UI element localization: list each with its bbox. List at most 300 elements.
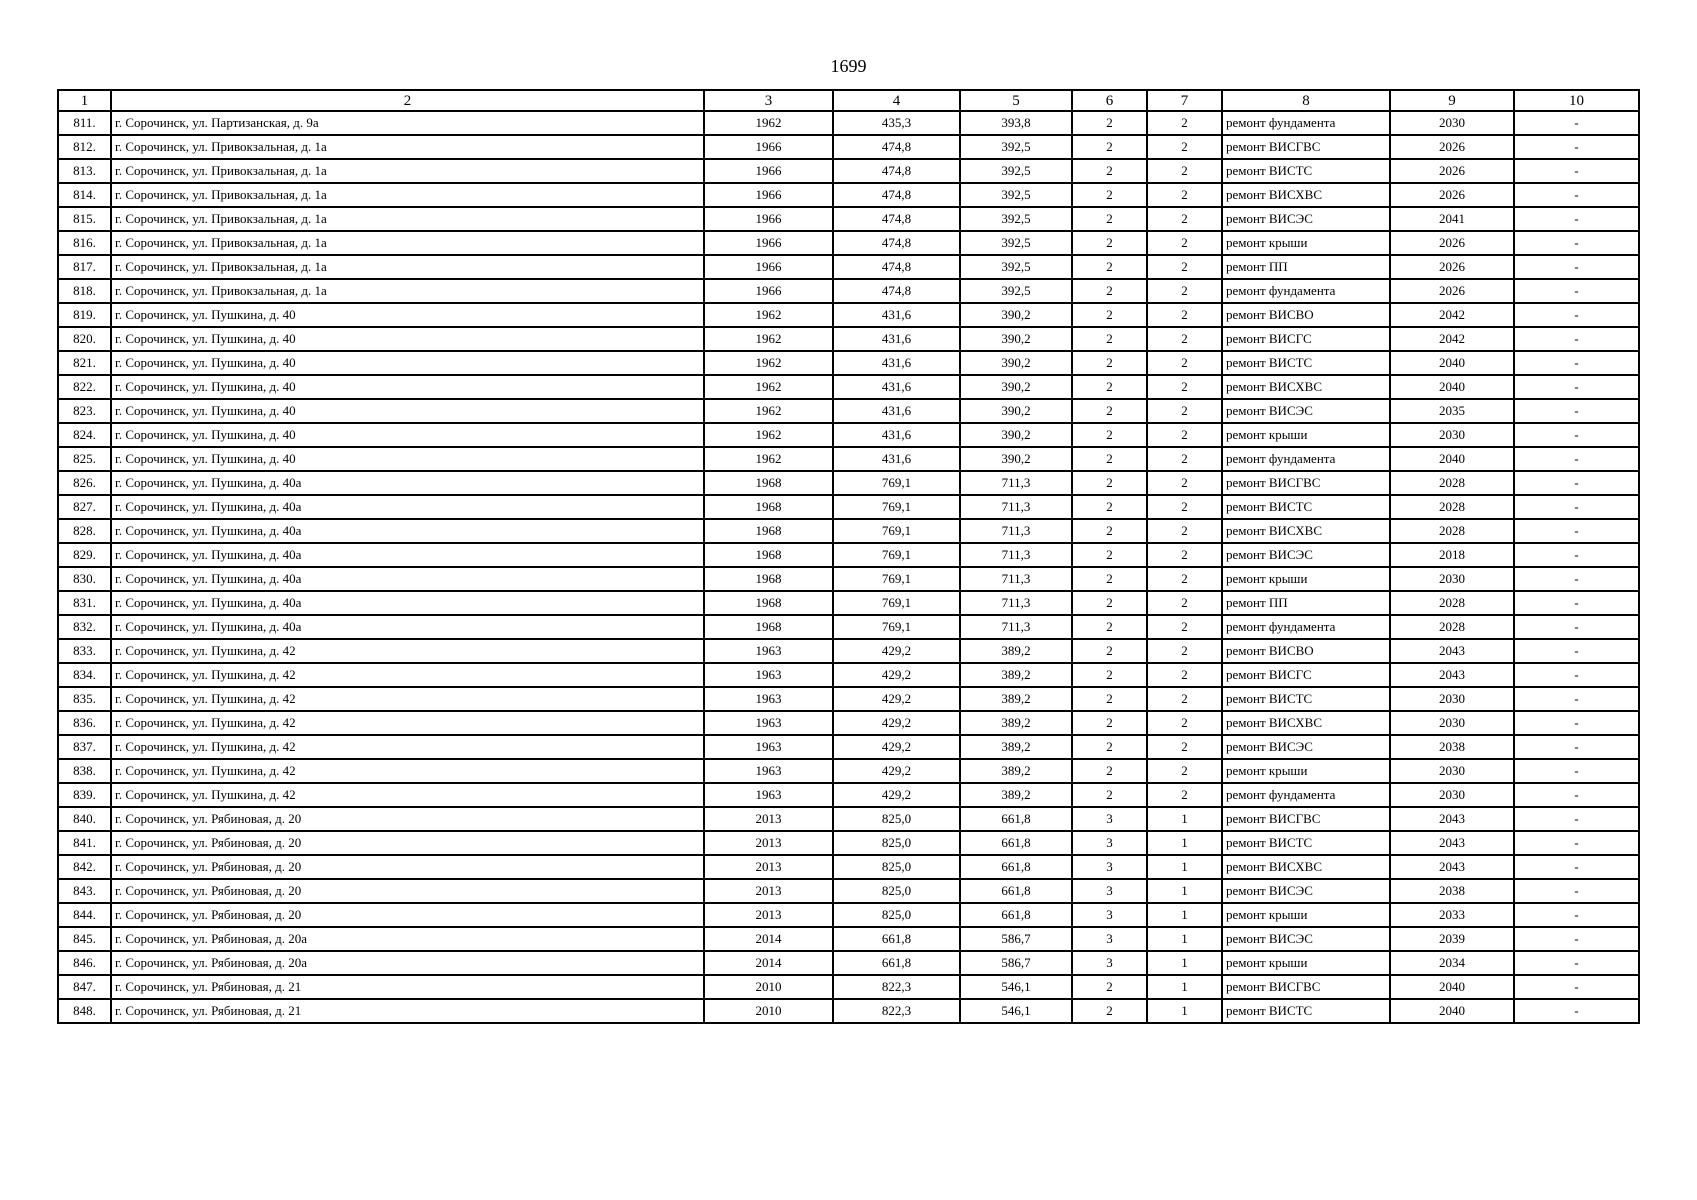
address-cell: г. Сорочинск, ул. Пушкина, д. 40: [111, 399, 704, 423]
col7-cell: 1: [1147, 951, 1222, 975]
total-area-cell: 825,0: [833, 807, 960, 831]
living-area-cell: 711,3: [960, 567, 1072, 591]
year-cell: 1968: [704, 615, 833, 639]
row-number-cell: 827.: [58, 495, 111, 519]
col7-cell: 2: [1147, 111, 1222, 135]
col10-cell: -: [1514, 927, 1639, 951]
row-number-cell: 843.: [58, 879, 111, 903]
work-type-cell: ремонт ВИСГВС: [1222, 471, 1390, 495]
row-number-cell: 824.: [58, 423, 111, 447]
col6-cell: 2: [1072, 471, 1147, 495]
work-type-cell: ремонт ВИСЭС: [1222, 927, 1390, 951]
col7-cell: 2: [1147, 543, 1222, 567]
row-number-cell: 815.: [58, 207, 111, 231]
planned-year-cell: 2042: [1390, 303, 1514, 327]
address-cell: г. Сорочинск, ул. Пушкина, д. 40а: [111, 495, 704, 519]
table-row: [58, 711, 1639, 735]
total-area-cell: 431,6: [833, 399, 960, 423]
row-number-cell: 841.: [58, 831, 111, 855]
row-number-cell: 817.: [58, 255, 111, 279]
planned-year-cell: 2039: [1390, 927, 1514, 951]
planned-year-cell: 2035: [1390, 399, 1514, 423]
col10-cell: -: [1514, 447, 1639, 471]
work-type-cell: ремонт ВИСВО: [1222, 639, 1390, 663]
year-cell: 1962: [704, 111, 833, 135]
total-area-cell: 474,8: [833, 207, 960, 231]
col7-cell: 1: [1147, 807, 1222, 831]
living-area-cell: 390,2: [960, 351, 1072, 375]
col7-cell: 2: [1147, 303, 1222, 327]
col7-cell: 1: [1147, 903, 1222, 927]
work-type-cell: ремонт ВИСГВС: [1222, 135, 1390, 159]
living-area-cell: 711,3: [960, 471, 1072, 495]
work-type-cell: ремонт ВИСХВС: [1222, 711, 1390, 735]
table-row: [58, 327, 1639, 351]
living-area-cell: 711,3: [960, 591, 1072, 615]
col10-cell: -: [1514, 519, 1639, 543]
col6-cell: 3: [1072, 879, 1147, 903]
col6-cell: 2: [1072, 159, 1147, 183]
table-row: [58, 231, 1639, 255]
table-row: [58, 519, 1639, 543]
col6-cell: 2: [1072, 351, 1147, 375]
work-type-cell: ремонт ВИСГВС: [1222, 807, 1390, 831]
address-cell: г. Сорочинск, ул. Рябиновая, д. 20: [111, 879, 704, 903]
row-number-cell: 813.: [58, 159, 111, 183]
col6-cell: 2: [1072, 615, 1147, 639]
planned-year-cell: 2043: [1390, 807, 1514, 831]
address-cell: г. Сорочинск, ул. Пушкина, д. 40: [111, 375, 704, 399]
col10-cell: -: [1514, 255, 1639, 279]
col10-cell: -: [1514, 951, 1639, 975]
col7-cell: 2: [1147, 567, 1222, 591]
planned-year-cell: 2038: [1390, 879, 1514, 903]
total-area-cell: 429,2: [833, 711, 960, 735]
col7-cell: 1: [1147, 975, 1222, 999]
col7-cell: 2: [1147, 471, 1222, 495]
address-cell: г. Сорочинск, ул. Пушкина, д. 40: [111, 327, 704, 351]
total-area-cell: 435,3: [833, 111, 960, 135]
address-cell: г. Сорочинск, ул. Рябиновая, д. 20: [111, 855, 704, 879]
row-number-cell: 831.: [58, 591, 111, 615]
year-cell: 1962: [704, 447, 833, 471]
table-row: [58, 543, 1639, 567]
work-type-cell: ремонт крыши: [1222, 423, 1390, 447]
work-type-cell: ремонт фундамента: [1222, 615, 1390, 639]
living-area-cell: 390,2: [960, 447, 1072, 471]
col6-cell: 2: [1072, 735, 1147, 759]
address-cell: г. Сорочинск, ул. Рябиновая, д. 20: [111, 807, 704, 831]
address-cell: г. Сорочинск, ул. Пушкина, д. 40: [111, 303, 704, 327]
living-area-cell: 661,8: [960, 879, 1072, 903]
col6-cell: 2: [1072, 327, 1147, 351]
planned-year-cell: 2038: [1390, 735, 1514, 759]
living-area-cell: 546,1: [960, 975, 1072, 999]
total-area-cell: 429,2: [833, 759, 960, 783]
col6-cell: 3: [1072, 927, 1147, 951]
col6-cell: 3: [1072, 903, 1147, 927]
repair-schedule-table: [57, 89, 1640, 1024]
address-cell: г. Сорочинск, ул. Привокзальная, д. 1а: [111, 207, 704, 231]
year-cell: 1966: [704, 207, 833, 231]
year-cell: 1963: [704, 711, 833, 735]
work-type-cell: ремонт ВИСГВС: [1222, 975, 1390, 999]
table-row: [58, 831, 1639, 855]
work-type-cell: ремонт ВИСТС: [1222, 159, 1390, 183]
year-cell: 1963: [704, 663, 833, 687]
work-type-cell: ремонт ВИСТС: [1222, 351, 1390, 375]
table-row: [58, 975, 1639, 999]
year-cell: 1963: [704, 783, 833, 807]
total-area-cell: 474,8: [833, 279, 960, 303]
total-area-cell: 769,1: [833, 591, 960, 615]
planned-year-cell: 2028: [1390, 591, 1514, 615]
address-cell: г. Сорочинск, ул. Пушкина, д. 42: [111, 639, 704, 663]
row-number-cell: 818.: [58, 279, 111, 303]
work-type-cell: ремонт фундамента: [1222, 279, 1390, 303]
total-area-cell: 769,1: [833, 615, 960, 639]
total-area-cell: 661,8: [833, 951, 960, 975]
total-area-cell: 474,8: [833, 135, 960, 159]
row-number-cell: 845.: [58, 927, 111, 951]
column-header: 10: [1514, 90, 1639, 111]
row-number-cell: 837.: [58, 735, 111, 759]
work-type-cell: ремонт фундамента: [1222, 783, 1390, 807]
col7-cell: 2: [1147, 663, 1222, 687]
col6-cell: 2: [1072, 399, 1147, 423]
address-cell: г. Сорочинск, ул. Пушкина, д. 40: [111, 351, 704, 375]
living-area-cell: 711,3: [960, 615, 1072, 639]
year-cell: 1963: [704, 687, 833, 711]
row-number-cell: 832.: [58, 615, 111, 639]
address-cell: г. Сорочинск, ул. Рябиновая, д. 21: [111, 999, 704, 1023]
work-type-cell: ремонт ВИСХВС: [1222, 855, 1390, 879]
total-area-cell: 825,0: [833, 855, 960, 879]
table-row: [58, 159, 1639, 183]
column-header: 6: [1072, 90, 1147, 111]
col7-cell: 2: [1147, 423, 1222, 447]
col10-cell: -: [1514, 591, 1639, 615]
year-cell: 1966: [704, 135, 833, 159]
col10-cell: -: [1514, 423, 1639, 447]
col10-cell: -: [1514, 615, 1639, 639]
table-row: [58, 615, 1639, 639]
work-type-cell: ремонт крыши: [1222, 951, 1390, 975]
work-type-cell: ремонт ВИСТС: [1222, 999, 1390, 1023]
planned-year-cell: 2030: [1390, 567, 1514, 591]
planned-year-cell: 2026: [1390, 159, 1514, 183]
planned-year-cell: 2026: [1390, 255, 1514, 279]
address-cell: г. Сорочинск, ул. Рябиновая, д. 20: [111, 831, 704, 855]
address-cell: г. Сорочинск, ул. Партизанская, д. 9а: [111, 111, 704, 135]
col6-cell: 2: [1072, 423, 1147, 447]
col10-cell: -: [1514, 327, 1639, 351]
col7-cell: 1: [1147, 999, 1222, 1023]
work-type-cell: ремонт ВИСТС: [1222, 831, 1390, 855]
work-type-cell: ремонт ПП: [1222, 591, 1390, 615]
row-number-cell: 822.: [58, 375, 111, 399]
row-number-cell: 819.: [58, 303, 111, 327]
table-row: [58, 855, 1639, 879]
col7-cell: 2: [1147, 519, 1222, 543]
planned-year-cell: 2040: [1390, 351, 1514, 375]
col7-cell: 2: [1147, 639, 1222, 663]
table-row: [58, 447, 1639, 471]
row-number-cell: 814.: [58, 183, 111, 207]
total-area-cell: 661,8: [833, 927, 960, 951]
planned-year-cell: 2028: [1390, 519, 1514, 543]
total-area-cell: 431,6: [833, 447, 960, 471]
column-header: 5: [960, 90, 1072, 111]
work-type-cell: ремонт ВИСХВС: [1222, 519, 1390, 543]
total-area-cell: 474,8: [833, 183, 960, 207]
col10-cell: -: [1514, 567, 1639, 591]
planned-year-cell: 2030: [1390, 423, 1514, 447]
year-cell: 1968: [704, 471, 833, 495]
col10-cell: -: [1514, 831, 1639, 855]
total-area-cell: 769,1: [833, 471, 960, 495]
col6-cell: 2: [1072, 999, 1147, 1023]
col7-cell: 2: [1147, 759, 1222, 783]
work-type-cell: ремонт ВИСЭС: [1222, 879, 1390, 903]
year-cell: 1962: [704, 423, 833, 447]
planned-year-cell: 2034: [1390, 951, 1514, 975]
row-number-cell: 829.: [58, 543, 111, 567]
year-cell: 2014: [704, 951, 833, 975]
col7-cell: 2: [1147, 735, 1222, 759]
living-area-cell: 390,2: [960, 399, 1072, 423]
col10-cell: -: [1514, 879, 1639, 903]
col10-cell: -: [1514, 231, 1639, 255]
address-cell: г. Сорочинск, ул. Рябиновая, д. 21: [111, 975, 704, 999]
planned-year-cell: 2030: [1390, 783, 1514, 807]
col6-cell: 3: [1072, 807, 1147, 831]
row-number-cell: 842.: [58, 855, 111, 879]
col6-cell: 2: [1072, 663, 1147, 687]
planned-year-cell: 2033: [1390, 903, 1514, 927]
table-row: [58, 999, 1639, 1023]
col7-cell: 2: [1147, 327, 1222, 351]
col7-cell: 2: [1147, 159, 1222, 183]
table-row: [58, 495, 1639, 519]
year-cell: 2010: [704, 999, 833, 1023]
planned-year-cell: 2040: [1390, 999, 1514, 1023]
col7-cell: 1: [1147, 879, 1222, 903]
row-number-cell: 833.: [58, 639, 111, 663]
page-number: 1699: [830, 56, 867, 76]
living-area-cell: 389,2: [960, 687, 1072, 711]
table-row: [58, 183, 1639, 207]
year-cell: 1962: [704, 399, 833, 423]
planned-year-cell: 2028: [1390, 495, 1514, 519]
total-area-cell: 429,2: [833, 687, 960, 711]
living-area-cell: 390,2: [960, 375, 1072, 399]
table-row: [58, 303, 1639, 327]
living-area-cell: 392,5: [960, 135, 1072, 159]
table-row: [58, 759, 1639, 783]
planned-year-cell: 2026: [1390, 135, 1514, 159]
col10-cell: -: [1514, 111, 1639, 135]
year-cell: 1963: [704, 759, 833, 783]
col7-cell: 2: [1147, 447, 1222, 471]
year-cell: 1962: [704, 327, 833, 351]
living-area-cell: 546,1: [960, 999, 1072, 1023]
column-header: 8: [1222, 90, 1390, 111]
work-type-cell: ремонт ВИСХВС: [1222, 183, 1390, 207]
table-body: [58, 111, 1639, 1023]
row-number-cell: 836.: [58, 711, 111, 735]
table-row: [58, 567, 1639, 591]
col7-cell: 2: [1147, 687, 1222, 711]
total-area-cell: 429,2: [833, 735, 960, 759]
work-type-cell: ремонт крыши: [1222, 759, 1390, 783]
work-type-cell: ремонт фундамента: [1222, 111, 1390, 135]
total-area-cell: 769,1: [833, 519, 960, 543]
row-number-cell: 812.: [58, 135, 111, 159]
col7-cell: 1: [1147, 855, 1222, 879]
work-type-cell: ремонт фундамента: [1222, 447, 1390, 471]
living-area-cell: 661,8: [960, 903, 1072, 927]
col10-cell: -: [1514, 711, 1639, 735]
living-area-cell: 661,8: [960, 831, 1072, 855]
col10-cell: -: [1514, 807, 1639, 831]
address-cell: г. Сорочинск, ул. Пушкина, д. 40а: [111, 567, 704, 591]
col7-cell: 1: [1147, 927, 1222, 951]
living-area-cell: 392,5: [960, 231, 1072, 255]
col6-cell: 2: [1072, 279, 1147, 303]
col10-cell: -: [1514, 495, 1639, 519]
address-cell: г. Сорочинск, ул. Привокзальная, д. 1а: [111, 159, 704, 183]
planned-year-cell: 2028: [1390, 471, 1514, 495]
col10-cell: -: [1514, 207, 1639, 231]
work-type-cell: ремонт ВИСХВС: [1222, 375, 1390, 399]
address-cell: г. Сорочинск, ул. Пушкина, д. 40а: [111, 615, 704, 639]
year-cell: 2013: [704, 807, 833, 831]
table-row: [58, 135, 1639, 159]
living-area-cell: 392,5: [960, 255, 1072, 279]
address-cell: г. Сорочинск, ул. Пушкина, д. 42: [111, 735, 704, 759]
table-row: [58, 879, 1639, 903]
address-cell: г. Сорочинск, ул. Пушкина, д. 40: [111, 423, 704, 447]
col7-cell: 2: [1147, 495, 1222, 519]
living-area-cell: 389,2: [960, 663, 1072, 687]
work-type-cell: ремонт ПП: [1222, 255, 1390, 279]
col10-cell: -: [1514, 399, 1639, 423]
work-type-cell: ремонт ВИСВО: [1222, 303, 1390, 327]
living-area-cell: 711,3: [960, 543, 1072, 567]
address-cell: г. Сорочинск, ул. Рябиновая, д. 20: [111, 903, 704, 927]
col10-cell: -: [1514, 759, 1639, 783]
header-row: [58, 90, 1639, 111]
col6-cell: 2: [1072, 303, 1147, 327]
column-header: 2: [111, 90, 704, 111]
col6-cell: 2: [1072, 519, 1147, 543]
living-area-cell: 586,7: [960, 927, 1072, 951]
year-cell: 1966: [704, 279, 833, 303]
address-cell: г. Сорочинск, ул. Пушкина, д. 40а: [111, 591, 704, 615]
column-header: 3: [704, 90, 833, 111]
row-number-cell: 828.: [58, 519, 111, 543]
work-type-cell: ремонт ВИСТС: [1222, 687, 1390, 711]
table-row: [58, 927, 1639, 951]
living-area-cell: 661,8: [960, 807, 1072, 831]
address-cell: г. Сорочинск, ул. Рябиновая, д. 20а: [111, 927, 704, 951]
col10-cell: -: [1514, 783, 1639, 807]
col7-cell: 2: [1147, 135, 1222, 159]
address-cell: г. Сорочинск, ул. Пушкина, д. 40а: [111, 543, 704, 567]
total-area-cell: 431,6: [833, 303, 960, 327]
col6-cell: 2: [1072, 567, 1147, 591]
col6-cell: 2: [1072, 711, 1147, 735]
table-row: [58, 687, 1639, 711]
total-area-cell: 769,1: [833, 495, 960, 519]
total-area-cell: 431,6: [833, 327, 960, 351]
row-number-cell: 816.: [58, 231, 111, 255]
total-area-cell: 431,6: [833, 351, 960, 375]
planned-year-cell: 2026: [1390, 231, 1514, 255]
planned-year-cell: 2040: [1390, 375, 1514, 399]
work-type-cell: ремонт ВИСГС: [1222, 663, 1390, 687]
year-cell: 1968: [704, 519, 833, 543]
living-area-cell: 390,2: [960, 303, 1072, 327]
col10-cell: -: [1514, 279, 1639, 303]
col6-cell: 2: [1072, 231, 1147, 255]
col10-cell: -: [1514, 999, 1639, 1023]
col7-cell: 2: [1147, 375, 1222, 399]
table-row: [58, 351, 1639, 375]
col10-cell: -: [1514, 159, 1639, 183]
col6-cell: 2: [1072, 687, 1147, 711]
living-area-cell: 392,5: [960, 183, 1072, 207]
row-number-cell: 834.: [58, 663, 111, 687]
row-number-cell: 830.: [58, 567, 111, 591]
living-area-cell: 390,2: [960, 423, 1072, 447]
col7-cell: 2: [1147, 231, 1222, 255]
table-row: [58, 591, 1639, 615]
col6-cell: 2: [1072, 111, 1147, 135]
row-number-cell: 835.: [58, 687, 111, 711]
column-header: 9: [1390, 90, 1514, 111]
col6-cell: 2: [1072, 183, 1147, 207]
year-cell: 2013: [704, 879, 833, 903]
total-area-cell: 431,6: [833, 375, 960, 399]
living-area-cell: 392,5: [960, 159, 1072, 183]
planned-year-cell: 2043: [1390, 639, 1514, 663]
year-cell: 2010: [704, 975, 833, 999]
total-area-cell: 474,8: [833, 159, 960, 183]
table-row: [58, 903, 1639, 927]
living-area-cell: 389,2: [960, 783, 1072, 807]
planned-year-cell: 2040: [1390, 447, 1514, 471]
row-number-cell: 848.: [58, 999, 111, 1023]
col6-cell: 2: [1072, 255, 1147, 279]
year-cell: 1966: [704, 231, 833, 255]
column-header: 1: [58, 90, 111, 111]
address-cell: г. Сорочинск, ул. Рябиновая, д. 20а: [111, 951, 704, 975]
year-cell: 1968: [704, 567, 833, 591]
total-area-cell: 825,0: [833, 879, 960, 903]
year-cell: 1963: [704, 735, 833, 759]
row-number-cell: 821.: [58, 351, 111, 375]
total-area-cell: 431,6: [833, 423, 960, 447]
table-row: [58, 471, 1639, 495]
row-number-cell: 826.: [58, 471, 111, 495]
address-cell: г. Сорочинск, ул. Привокзальная, д. 1а: [111, 255, 704, 279]
col6-cell: 2: [1072, 135, 1147, 159]
living-area-cell: 661,8: [960, 855, 1072, 879]
col10-cell: -: [1514, 735, 1639, 759]
col7-cell: 2: [1147, 255, 1222, 279]
